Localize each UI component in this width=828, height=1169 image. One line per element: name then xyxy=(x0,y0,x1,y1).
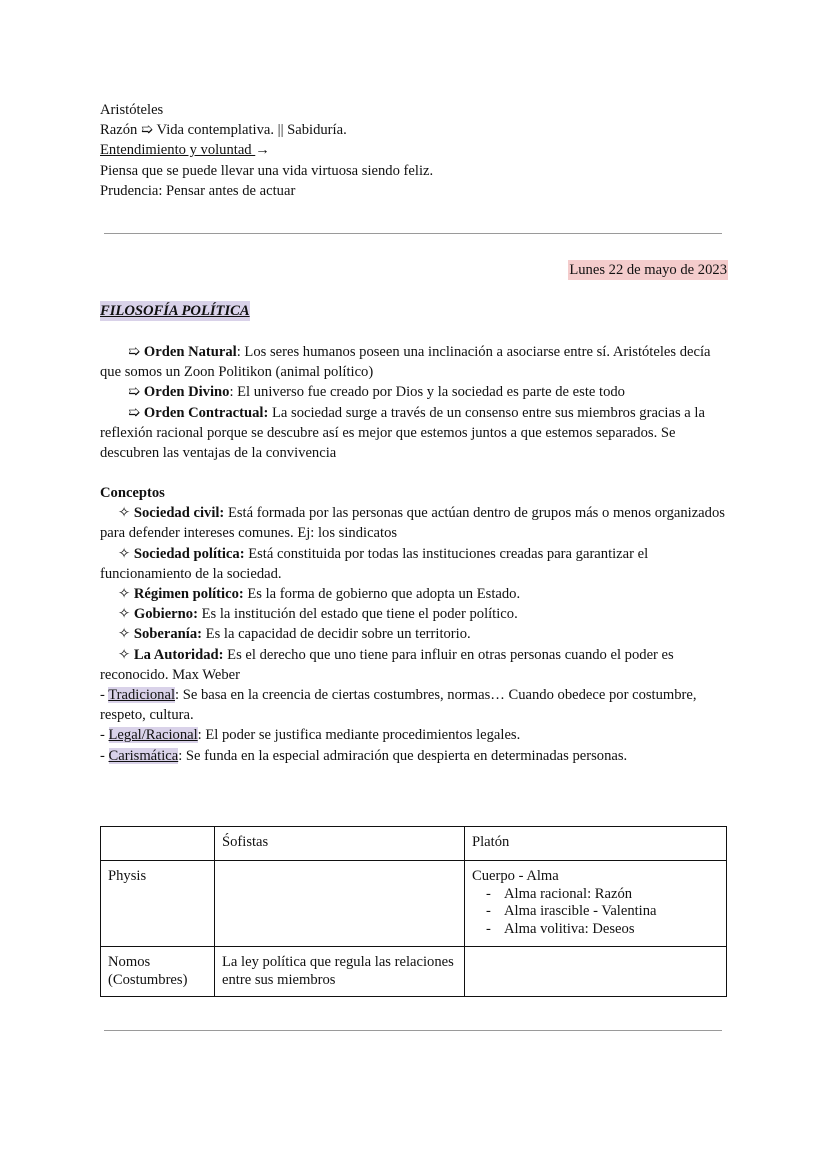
row-label: Physis xyxy=(101,861,215,947)
concepto-item xyxy=(100,604,728,624)
intro-notes xyxy=(100,100,728,201)
table-header-row xyxy=(101,827,727,861)
section-title: FILOSOFÍA POLÍTICA xyxy=(100,301,250,321)
term: Gobierno: xyxy=(133,606,198,623)
term: Orden Natural xyxy=(143,344,237,360)
cell-platon xyxy=(465,947,727,997)
comparison-table xyxy=(100,826,727,997)
cell-title: Cuerpo - Alma xyxy=(472,868,559,884)
header-cell: Platón xyxy=(465,827,727,861)
concepto-item xyxy=(100,645,728,685)
intro-line: Piensa que se puede llevar una vida virtuosa siendo feliz. xyxy=(100,162,434,179)
conceptos-heading: Conceptos xyxy=(100,485,165,501)
term: Soberanía: xyxy=(133,626,202,643)
divider xyxy=(104,233,722,234)
cell-sofistas: La ley política que regula las relaciones entre sus miembros xyxy=(215,947,465,997)
list-item: - Alma racional: Razón xyxy=(504,886,719,904)
diamond-bullet-icon: ✧ xyxy=(118,545,131,562)
arrow-icon: → xyxy=(255,142,270,159)
definition: : El poder se justifica mediante procedimientos legales. xyxy=(197,727,521,744)
term: Orden Divino xyxy=(143,384,230,401)
table-row xyxy=(101,947,727,997)
concepto-item xyxy=(100,584,728,604)
autoridad-tipo xyxy=(100,725,728,745)
term: Orden Contractual: xyxy=(143,404,269,421)
arrow-bullet-icon: ➯ xyxy=(128,344,141,360)
ordenes-list xyxy=(100,342,728,463)
definition: Está formada por las personas que actúan dentro de grupos más o menos organizados para defender intereses comunes. Ej: los sindicatos xyxy=(100,505,725,542)
diamond-bullet-icon: ✧ xyxy=(118,606,131,623)
platon-list xyxy=(472,886,719,939)
definition: : El universo fue creado por Dios y la sociedad es parte de este todo xyxy=(229,384,625,401)
intro-line: Prudencia: Pensar antes de actuar xyxy=(100,182,296,199)
term: Carismática xyxy=(108,747,179,764)
intro-line: Aristóteles xyxy=(100,102,164,118)
arrow-bullet-icon: ➯ xyxy=(128,384,141,401)
list-item: - Alma irascible - Valentina xyxy=(504,903,719,921)
definition: Es la forma de gobierno que adopta un Estado. xyxy=(243,586,521,603)
header-cell xyxy=(101,827,215,861)
arrow-bullet-icon: ➯ xyxy=(128,404,141,421)
header-cell: Śofistas xyxy=(215,827,465,861)
definition: Es el derecho que uno tiene para influir en otras personas cuando el poder es reconocido. Max Weber xyxy=(100,646,674,683)
dash: - xyxy=(100,687,109,704)
orden-item xyxy=(100,382,728,402)
definition: : Se funda en la especial admiración que despierta en determinadas personas. xyxy=(178,747,628,764)
orden-item xyxy=(100,342,728,382)
dash: - xyxy=(100,747,109,764)
concepto-item xyxy=(100,624,728,644)
row-label: Nomos (Costumbres) xyxy=(101,947,215,997)
autoridad-tipo xyxy=(100,746,728,766)
term: Sociedad civil: xyxy=(133,505,225,522)
definition: Está constituida por todas las instituciones creadas para garantizar el funcionamiento de la sociedad. xyxy=(100,545,649,582)
diamond-bullet-icon: ✧ xyxy=(118,586,131,603)
diamond-bullet-icon: ✧ xyxy=(118,505,131,522)
term: Régimen político: xyxy=(133,586,244,603)
cell-platon xyxy=(465,861,727,947)
cell-sofistas xyxy=(215,861,465,947)
diamond-bullet-icon: ✧ xyxy=(118,626,131,643)
concepto-item xyxy=(100,544,728,584)
autoridad-tipo xyxy=(100,685,728,725)
term: Legal/Racional xyxy=(108,727,198,744)
definition: Es la capacidad de decidir sobre un territorio. xyxy=(202,626,471,643)
underlined-text: Entendimiento y voluntad xyxy=(100,142,256,159)
dash: - xyxy=(100,727,109,744)
definition: : Los seres humanos poseen una inclinación a asociarse entre sí. Aristóteles decía que somos un Zoon Politikon (animal político) xyxy=(100,344,711,381)
intro-line: Razón ➯ Vida contemplativa. || Sabiduría. xyxy=(100,122,347,139)
table-row xyxy=(101,861,727,947)
term: La Autoridad: xyxy=(133,646,224,663)
concepto-item xyxy=(100,503,728,543)
conceptos-section xyxy=(100,483,728,766)
definition: Es la institución del estado que tiene el poder político. xyxy=(197,606,518,623)
term: Tradicional xyxy=(108,687,175,704)
divider xyxy=(104,1030,722,1031)
date-label: Lunes 22 de mayo de 2023 xyxy=(568,260,728,280)
orden-item xyxy=(100,403,728,464)
intro-line xyxy=(100,140,728,160)
term: Sociedad política: xyxy=(133,545,245,562)
definition: : Se basa en la creencia de ciertas costumbres, normas… Cuando obedece por costumbre, respeto, cultura. xyxy=(100,687,697,724)
list-item: - Alma volitiva: Deseos xyxy=(504,921,719,939)
diamond-bullet-icon: ✧ xyxy=(118,646,131,663)
definition: La sociedad surge a través de un consenso entre sus miembros gracias a la reflexión racional porque se descubre así es mejor que estemos juntos a que estemos separados. Se descubren las ventajas de la convivencia xyxy=(100,404,705,462)
